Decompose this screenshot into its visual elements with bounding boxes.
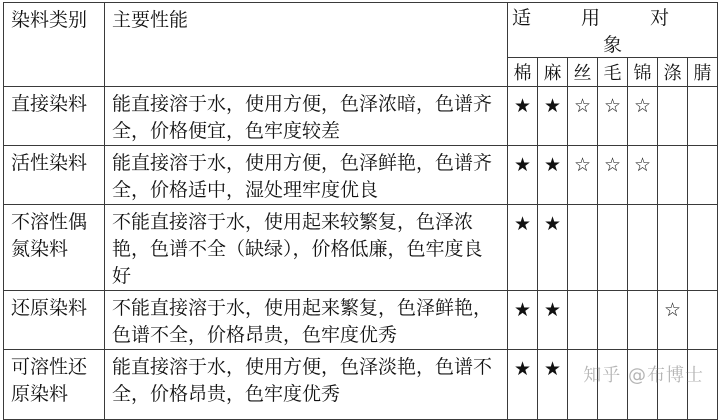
applicability-mark: ★ — [508, 350, 538, 420]
fiber-polyester: 涤 — [658, 58, 688, 87]
dye-performance: 能直接溶于水，使用方便，色泽淡艳，色谱不全，价格昂贵，色牢度优秀 — [105, 350, 508, 420]
watermark: 知乎 @布博士 — [583, 365, 704, 386]
applicability-mark: ☆ — [598, 146, 628, 205]
applicability-mark — [688, 146, 718, 205]
fiber-nylon: 锦 — [628, 58, 658, 87]
applicability-mark — [568, 291, 598, 350]
applicability-mark — [628, 291, 658, 350]
applicability-mark — [598, 205, 628, 291]
dye-performance: 不能直接溶于水，使用起来较繁复，色泽浓艳，色谱不全（缺绿），价格低廉，色牢度良好 — [105, 205, 508, 291]
applicability-mark: ★ — [508, 87, 538, 146]
dye-category: 直接染料 — [4, 87, 105, 146]
applicability-mark — [658, 205, 688, 291]
header-targets — [508, 3, 718, 58]
applicability-mark: ★ — [538, 205, 568, 291]
fiber-silk: 丝 — [568, 58, 598, 87]
applicability-mark: ☆ — [598, 87, 628, 146]
applicability-mark: ★ — [538, 146, 568, 205]
dye-category: 可溶性还原染料 — [4, 350, 105, 420]
applicability-mark: ☆ — [568, 87, 598, 146]
header-category: 染料类别 — [4, 3, 105, 87]
applicability-mark: ★ — [538, 291, 568, 350]
applicability-mark — [688, 205, 718, 291]
dye-performance: 能直接溶于水，使用方便，色泽鲜艳，色谱齐全，价格适中，湿处理牢度优良 — [105, 146, 508, 205]
fiber-linen: 麻 — [538, 58, 568, 87]
applicability-mark — [628, 205, 658, 291]
header-target-char: 用 — [581, 7, 601, 29]
table-row — [4, 146, 718, 205]
dye-performance: 能直接溶于水，使用方便，色泽浓暗，色谱齐全，价格便宜，色牢度较差 — [105, 87, 508, 146]
applicability-mark — [688, 291, 718, 350]
applicability-mark: ★ — [538, 87, 568, 146]
applicability-mark: ★ — [508, 146, 538, 205]
applicability-mark — [598, 291, 628, 350]
applicability-mark: ☆ — [568, 146, 598, 205]
applicability-mark: ☆ — [658, 291, 688, 350]
header-target-char: 对 — [650, 7, 670, 29]
applicability-mark: ★ — [508, 205, 538, 291]
dye-performance: 不能直接溶于水，使用起来繁复，色泽鲜艳，色谱不全，价格昂贵，色牢度优秀 — [105, 291, 508, 350]
header-target-char: 象 — [603, 34, 623, 56]
table-row — [4, 205, 718, 291]
fiber-wool: 毛 — [598, 58, 628, 87]
applicability-mark — [658, 87, 688, 146]
header-row-1 — [4, 3, 718, 58]
dye-category: 活性染料 — [4, 146, 105, 205]
applicability-mark — [568, 205, 598, 291]
applicability-mark: ☆ — [628, 146, 658, 205]
table-row — [4, 291, 718, 350]
applicability-mark — [688, 87, 718, 146]
applicability-mark — [658, 146, 688, 205]
dye-category: 还原染料 — [4, 291, 105, 350]
table-row — [4, 87, 718, 146]
header-target-char: 适 — [511, 7, 531, 29]
dye-properties-table — [3, 2, 718, 420]
header-performance: 主要性能 — [105, 3, 508, 87]
dye-category: 不溶性偶氮染料 — [4, 205, 105, 291]
applicability-mark: ★ — [538, 350, 568, 420]
applicability-mark: ★ — [508, 291, 538, 350]
applicability-mark: ☆ — [628, 87, 658, 146]
fiber-cotton: 棉 — [508, 58, 538, 87]
fiber-acrylic: 腈 — [688, 58, 718, 87]
